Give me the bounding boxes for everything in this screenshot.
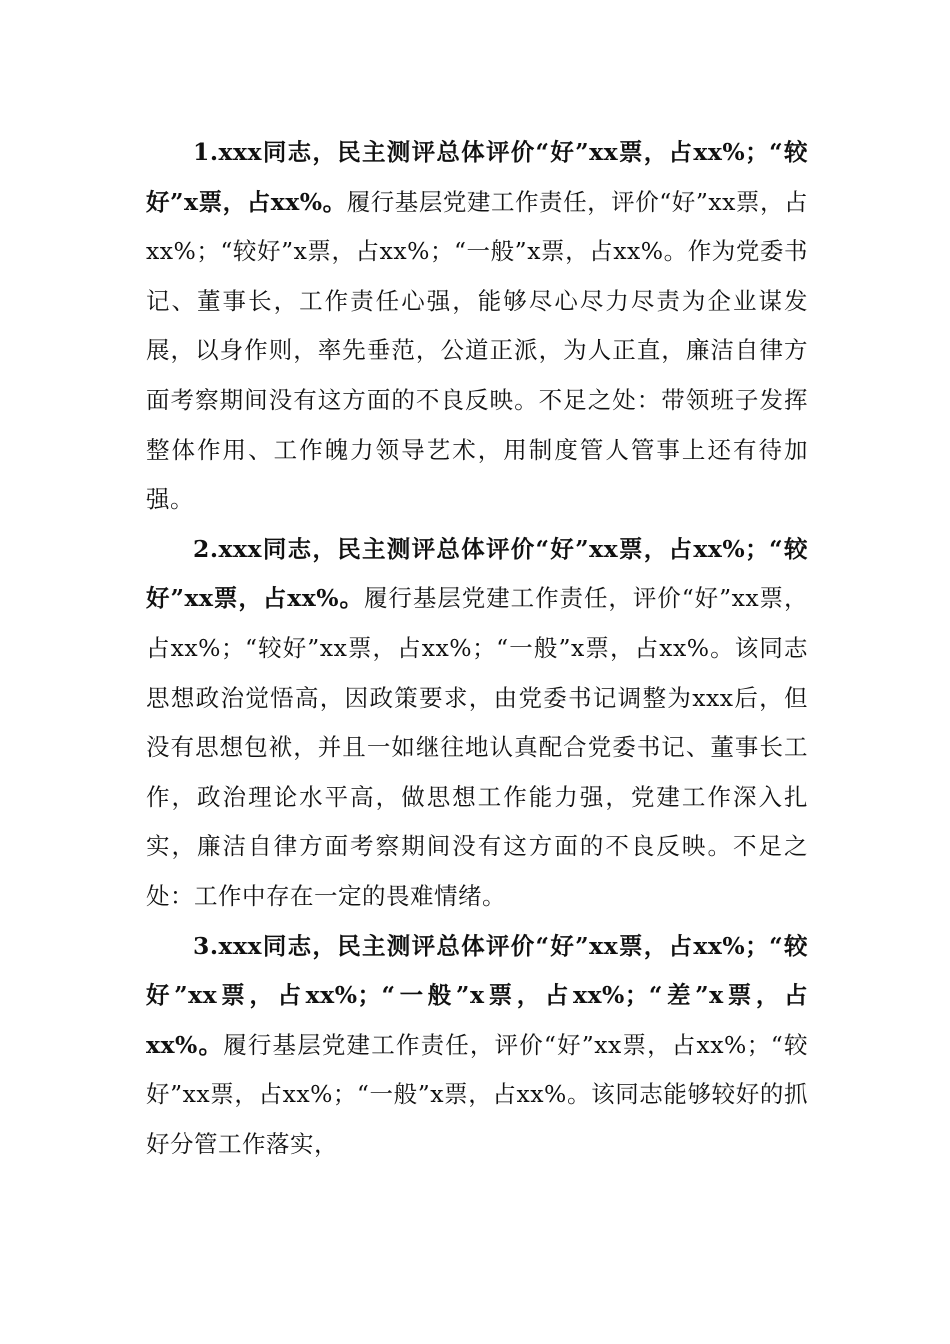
evaluation-paragraph-3 <box>146 922 808 1170</box>
evaluation-summary-3: 3.xxx同志，民主测评总体评价“好”xx票，占xx%；“较好”xx票，占xx%；“一般”x票，占xx%；“差”x票，占xx%。 <box>146 931 808 1059</box>
evaluation-detail-2: 履行基层党建工作责任，评价“好”xx票，占xx%；“较好”xx票，占xx%；“一般”x票，占xx%。该同志思想政治觉悟高，因政策要求，由党委书记调整为xxx后，但没有思想包袱，并且一如继往地认真配合党委书记、董事长工作，政治理论水平高，做思想工作能力强，党建工作深入扎实，廉洁自律方面考察期间没有这方面的不良反映。不足之处：工作中存在一定的畏难情绪。 <box>146 584 808 910</box>
evaluation-summary-1: 1.xxx同志，民主测评总体评价“好”xx票，占xx%；“较好”x票，占xx%。 <box>146 138 808 216</box>
evaluation-summary-2: 2.xxx同志，民主测评总体评价“好”xx票，占xx%；“较好”xx票，占xx%。 <box>146 534 808 613</box>
evaluation-paragraph-2 <box>146 525 808 922</box>
document-body <box>146 128 808 1169</box>
evaluation-detail-1: 履行基层党建工作责任，评价“好”xx票，占xx%；“较好”x票，占xx%；“一般”x票，占xx%。作为党委书记、董事长，工作责任心强，能够尽心尽力尽责为企业谋发展，以身作则，率先垂范，公道正派，为人正直，廉洁自律方面考察期间没有这方面的不良反映。不足之处：带领班子发挥整体作用、工作魄力领导艺术，用制度管人管事上还有待加强。 <box>146 187 808 514</box>
evaluation-paragraph-1 <box>146 128 808 525</box>
evaluation-detail-3: 履行基层党建工作责任，评价“好”xx票，占xx%；“较好”xx票，占xx%；“一般”x票，占xx%。该同志能够较好的抓好分管工作落实， <box>146 1030 808 1158</box>
